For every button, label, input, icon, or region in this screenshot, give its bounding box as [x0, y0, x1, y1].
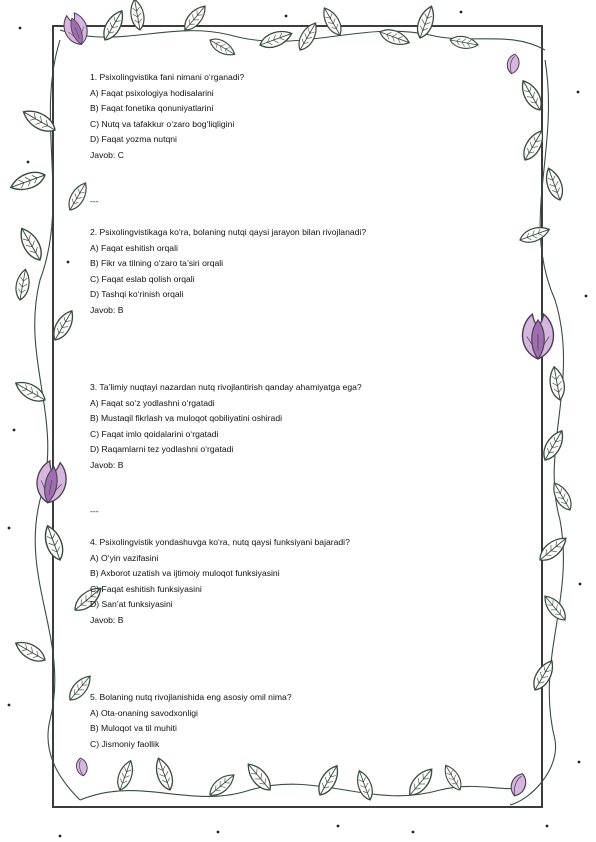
tulip-icon — [34, 459, 70, 505]
answer-option: D) San’at funksiyasini — [90, 599, 173, 609]
answer-option: A) Faqat so‘z yodlashni o‘rgatadi — [90, 397, 215, 408]
bud-icon — [75, 757, 88, 777]
leaf-icon — [258, 27, 294, 51]
leaf-icon — [449, 34, 479, 50]
answer-option: C) Nutq va tafakkur o‘zaro bog‘liqligini — [90, 118, 235, 129]
leaf-icon — [207, 35, 238, 59]
answer-option: B) Mustaqil fikrlash va muloqot qobiliyatini oshiradi — [90, 413, 283, 423]
answer-option: C) Faqat imlo qoidalarini o‘rgatadi — [90, 428, 219, 439]
section-separator: --- — [90, 506, 99, 516]
leaf-icon — [49, 307, 78, 343]
answer-option: B) Fikr va tilning o‘zaro ta’siri orqali — [90, 258, 224, 268]
correct-answer: Javob: B — [90, 459, 124, 470]
leaf-icon — [314, 762, 343, 798]
leaf-icon — [41, 523, 67, 562]
quiz-question-block — [90, 70, 430, 225]
answer-option: A) Ota-onaning savodxonligi — [90, 707, 198, 718]
correct-answer: Javob: C — [90, 149, 124, 160]
question-text: 1. Psixolingvistika fani nimani o‘rganadi? — [90, 72, 245, 82]
leaf-icon — [536, 533, 571, 565]
answer-option: C) Faqat eslab qolish orqali — [90, 273, 195, 284]
answer-option: B) Faqat fonetika qonuniyatlarini — [90, 103, 214, 113]
leaf-icon — [128, 0, 146, 31]
answer-option: A) Faqat eshitish orqali — [90, 242, 178, 253]
leaf-icon — [529, 657, 558, 693]
section-separator: --- — [90, 196, 99, 206]
quiz-question-block — [90, 380, 430, 535]
leaf-icon — [152, 756, 176, 792]
answer-option: C) Faqat eshitish funksiyasini — [90, 583, 202, 594]
leaf-icon — [414, 4, 438, 40]
leaf-icon — [441, 762, 465, 793]
leaf-icon — [319, 5, 346, 38]
question-text: 4. Psixolingvistik yondashuvga ko‘ra, nutq qaysi funksiyani bajaradi? — [90, 537, 350, 547]
question-text: 5. Bolaning nutq rivojlanishida eng asosiy omil nima? — [90, 692, 292, 702]
correct-answer: Javob: B — [90, 614, 124, 625]
answer-option: D) Raqamlarni tez yodlashni o‘rgatadi — [90, 444, 234, 454]
leaf-icon — [12, 377, 48, 406]
leaf-icon — [539, 427, 568, 463]
leaf-icon — [99, 7, 128, 43]
tulip-icon — [60, 11, 92, 49]
answer-option: A) O‘yin vazifasini — [90, 552, 159, 563]
leaf-icon — [518, 223, 552, 246]
answer-option: B) Axborot uzatish va ijtimoiy muloqot funksiyasini — [90, 568, 280, 578]
answer-option: B) Muloqot va til muhiti — [90, 723, 177, 733]
leaf-icon — [547, 366, 566, 402]
question-text: 3. Ta’limiy nuqtayi nazardan nutq rivojlantirish qanday ahamiyatga ega? — [90, 382, 362, 392]
leaf-icon — [243, 760, 275, 795]
leaf-icon — [65, 180, 92, 213]
answer-option: C) Jismoniy faollik — [90, 738, 160, 749]
bud-icon — [508, 771, 529, 798]
bud-icon — [506, 53, 521, 75]
tulip-icon — [523, 314, 554, 359]
leaf-icon — [12, 637, 48, 666]
leaf-icon — [517, 77, 546, 113]
quiz-question-block — [90, 690, 430, 752]
leaf-icon — [114, 759, 137, 793]
leaf-icon — [20, 105, 59, 136]
leaf-icon — [549, 480, 576, 513]
leaf-icon — [15, 225, 46, 264]
leaf-icon — [540, 592, 570, 624]
leaf-icon — [353, 769, 376, 803]
answer-option: D) Faqat yozma nutqni — [90, 134, 177, 144]
leaf-icon — [378, 26, 412, 49]
leaf-icon — [519, 127, 548, 163]
quiz-question-block — [90, 535, 430, 690]
quiz-question-block — [90, 225, 430, 380]
quiz-content — [90, 70, 430, 752]
question-text: 2. Psixolingvistikaga ko‘ra, bolaning nutqi qaysi jarayon bilan rivojlanadi? — [90, 227, 367, 237]
leaf-icon — [295, 20, 322, 53]
leaf-icon — [180, 2, 210, 34]
correct-answer: Javob: B — [90, 304, 124, 315]
leaf-icon — [542, 166, 566, 202]
leaf-icon — [8, 168, 47, 194]
answer-option: D) Tashqi ko‘rinish orqali — [90, 289, 184, 299]
answer-option: A) Faqat psixologiya hodisalarini — [90, 87, 214, 98]
leaf-icon — [14, 268, 32, 301]
